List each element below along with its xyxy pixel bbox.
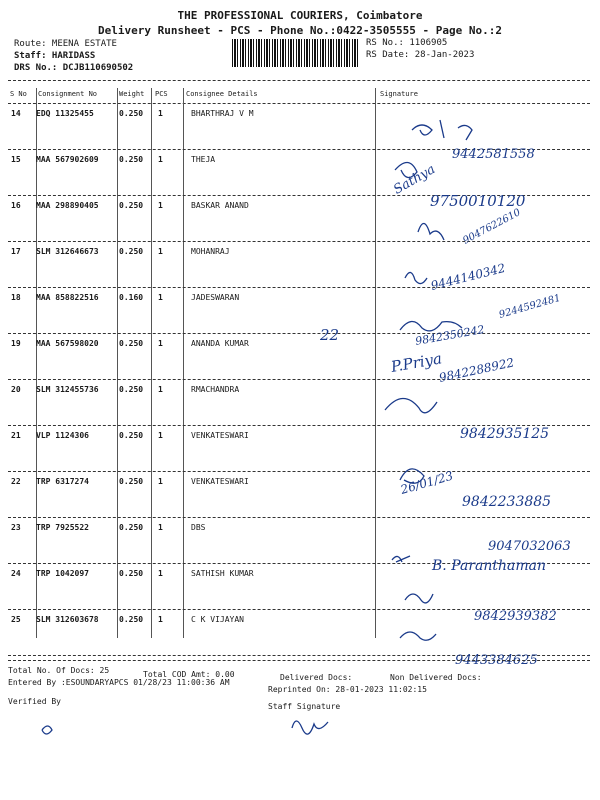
- serial-number: 21: [11, 431, 21, 440]
- verifier-signature-mark: [42, 726, 52, 734]
- consignee-name: JADESWARAN: [191, 293, 240, 302]
- total-docs: Total No. Of Docs: 25: [8, 666, 110, 675]
- delivered-docs: Delivered Docs:: [280, 673, 353, 682]
- pieces: 1: [158, 477, 163, 486]
- weight: 0.250: [119, 339, 144, 348]
- rs-date: RS Date: 28-Jan-2023: [366, 50, 475, 60]
- weight: 0.250: [119, 385, 144, 394]
- consignee-name: RMACHANDRA: [191, 385, 240, 394]
- staff-signature-mark: [292, 721, 328, 734]
- pieces: 1: [158, 339, 163, 348]
- hw-r25: 9443384625: [455, 653, 538, 668]
- consignment-number: MAA 567598020: [36, 339, 99, 348]
- hw-r19b: P.Priya: [389, 349, 444, 376]
- hw-r24: 9842939382: [474, 609, 557, 624]
- consignment-number: VLP 1124306: [36, 431, 89, 440]
- weight: 0.250: [119, 523, 144, 532]
- pieces: 1: [158, 293, 163, 302]
- consignment-number: TRP 1042097: [36, 569, 89, 578]
- weight: 0.250: [119, 477, 144, 486]
- verified-by: Verified By: [8, 697, 61, 706]
- signature-14: [412, 120, 472, 140]
- company-title: THE PROFESSIONAL COURIERS, Coimbatore: [177, 9, 423, 22]
- consignee-name: BHARTHRAJ V M: [191, 109, 254, 118]
- hw-r15a: Sathya: [391, 162, 438, 198]
- weight: 0.250: [119, 247, 144, 256]
- weight: 0.250: [119, 431, 144, 440]
- runsheet-title: Delivery Runsheet - PCS - Phone No.:0422-3505555 - Page No.:2: [98, 24, 502, 37]
- pieces: 1: [158, 523, 163, 532]
- route-label: Route: MEENA ESTATE: [14, 39, 117, 49]
- signature-20: [385, 398, 437, 412]
- serial-number: 24: [11, 569, 21, 578]
- col-consignee: Consignee Details: [186, 90, 258, 98]
- hw-r18a: 22: [320, 326, 340, 344]
- pieces: 1: [158, 247, 163, 256]
- serial-number: 17: [11, 247, 21, 256]
- consignment-number: SLM 312455736: [36, 385, 99, 394]
- signature-16: [418, 223, 444, 240]
- hw-r19a: 9842350242: [414, 322, 486, 348]
- serial-number: 22: [11, 477, 21, 486]
- handwritten-numbers: [319, 147, 571, 668]
- weight: 0.250: [119, 155, 144, 164]
- pieces: 1: [158, 155, 163, 164]
- drs-number: DRS No.: DCJB110690502: [14, 63, 134, 73]
- divider: [8, 660, 590, 661]
- serial-number: 18: [11, 293, 21, 302]
- consignment-number: MAA 858822516: [36, 293, 99, 302]
- weight: 0.250: [119, 109, 144, 118]
- signature-24: [405, 594, 433, 603]
- non-delivered-docs: Non Delivered Docs:: [390, 673, 482, 682]
- pieces: 1: [158, 569, 163, 578]
- serial-number: 20: [11, 385, 21, 394]
- hw-r15b: 9750010120: [430, 192, 526, 210]
- hw-r18b: 9244592481: [497, 292, 562, 321]
- signature-23: [392, 556, 410, 562]
- consignment-number: TRP 7925522: [36, 523, 89, 532]
- consignment-number: MAA 567902609: [36, 155, 99, 164]
- consignee-name: MOHANRAJ: [191, 247, 230, 256]
- pieces: 1: [158, 615, 163, 624]
- weight: 0.250: [119, 615, 144, 624]
- entered-by: Entered By :ESOUNDARYAPCS 01/28/23 11:00:36 AM: [8, 678, 230, 687]
- col-sno: S No: [10, 90, 27, 98]
- col-pcs: PCS: [155, 90, 168, 98]
- consignee-name: THEJA: [191, 155, 216, 164]
- col-consignment: Consignment No: [38, 90, 98, 98]
- serial-number: 14: [11, 109, 21, 118]
- signature-17: [405, 272, 427, 283]
- consignment-number: EDQ 11325455: [36, 109, 94, 118]
- weight: 0.160: [119, 293, 144, 302]
- consignee-name: VENKATESWARI: [191, 431, 249, 440]
- serial-number: 23: [11, 523, 21, 532]
- rs-number: RS No.: 1106905: [366, 38, 448, 48]
- pieces: 1: [158, 385, 163, 394]
- consignee-name: DBS: [191, 523, 206, 532]
- total-cod: Total COD Amt: 0.00: [143, 670, 235, 679]
- pieces: 1: [158, 201, 163, 210]
- hw-r23b: B. Paranthaman: [432, 558, 547, 574]
- hw-r21a: 26/01/23: [398, 468, 455, 497]
- consignment-number: MAA 298890405: [36, 201, 99, 210]
- serial-number: 16: [11, 201, 21, 210]
- consignee-name: ANANDA KUMAR: [191, 339, 249, 348]
- pieces: 1: [158, 109, 163, 118]
- consignment-number: SLM 312646673: [36, 247, 99, 256]
- weight: 0.250: [119, 201, 144, 210]
- serial-number: 19: [11, 339, 21, 348]
- consignee-name: SATHISH KUMAR: [191, 569, 254, 578]
- hw-r23a: 9047032063: [488, 539, 571, 554]
- serial-number: 15: [11, 155, 21, 164]
- col-signature: Signature: [380, 90, 418, 98]
- consignment-number: SLM 312603678: [36, 615, 99, 624]
- reprinted-on: Reprinted On: 28-01-2023 11:02:15: [268, 685, 427, 694]
- col-weight: Weight: [119, 90, 145, 98]
- signature-25: [400, 632, 436, 640]
- consignee-name: BASKAR ANAND: [191, 201, 249, 210]
- pieces: 1: [158, 431, 163, 440]
- staff-label: Staff: HARIDASS: [14, 51, 96, 61]
- serial-number: 25: [11, 615, 21, 624]
- hw-r19c: 9842288922: [437, 355, 516, 385]
- consignee-name: C K VIJAYAN: [191, 615, 244, 624]
- consignee-name: VENKATESWARI: [191, 477, 249, 486]
- hw-r14: 9442581558: [452, 147, 535, 162]
- hw-r17: 9444140342: [429, 260, 507, 293]
- hw-r20: 9842935125: [460, 426, 550, 442]
- hw-r16: 9047622610: [461, 207, 523, 247]
- weight: 0.250: [119, 569, 144, 578]
- signature-scrawls: [42, 120, 472, 734]
- staff-signature-label: Staff Signature: [268, 702, 341, 711]
- hw-r22: 9842233885: [462, 494, 552, 510]
- consignment-number: TRP 6317274: [36, 477, 89, 486]
